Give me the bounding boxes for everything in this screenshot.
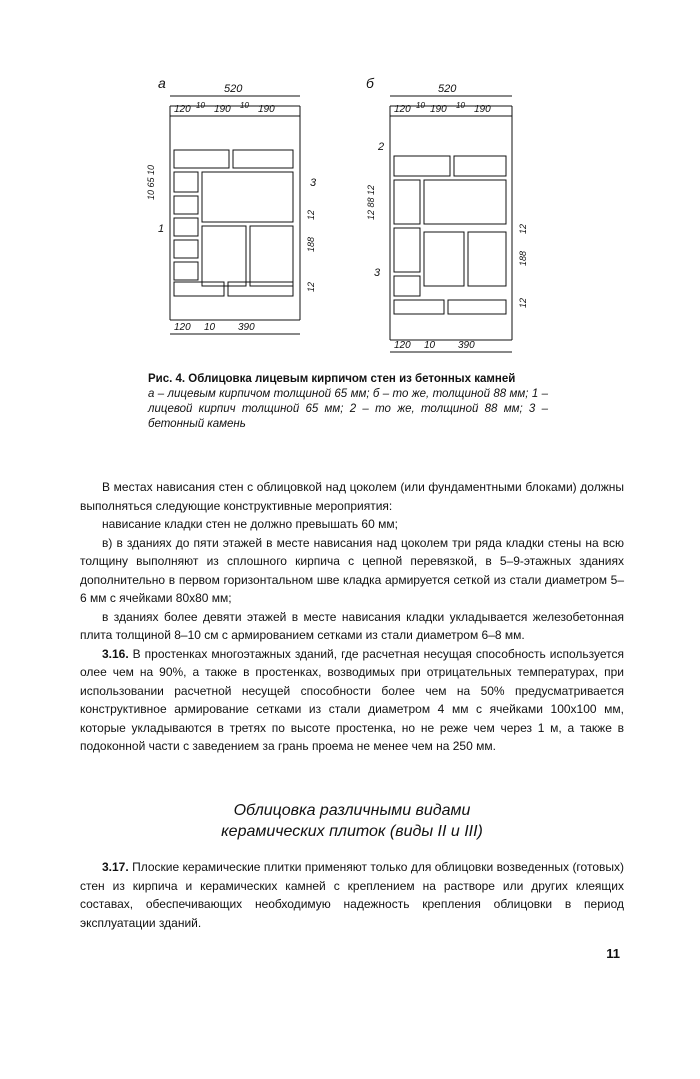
paragraph <box>80 858 624 932</box>
clause-text: Плоские керамические плитки применяют только для облицовки возведенных (готовых) стен из кирпича и керамических камней с креплением на растворе или других клеящих составах, обеспечивающих необходимую надежность крепления облицовки в период эксплуатации зданий. <box>80 860 624 930</box>
panel-a-top-dim-5: 190 <box>258 104 275 115</box>
section-heading-line: Облицовка различными видами <box>233 802 471 819</box>
panel-b-bottom-dim-2: 10 <box>424 340 436 351</box>
clause-number: 3.17. <box>102 860 129 874</box>
paragraph: В местах нависания стен с облицовкой над цоколем (или фундаментными блоками) должны выполняться следующие конструктивные мероприятия: <box>80 480 624 513</box>
panel-b-bottom-dim-1: 120 <box>394 340 411 351</box>
panel-a-top-dim-3: 190 <box>214 104 231 115</box>
panel-a-callout-1: 1 <box>158 223 165 235</box>
wall-cladding-drawing <box>140 70 560 360</box>
section-heading <box>80 800 624 842</box>
page-number: 11 <box>606 946 620 961</box>
panel-a-right-dim-2: 188 <box>306 236 316 252</box>
panel-b-bottom-dim-3: 390 <box>458 340 475 351</box>
clause-text: В простенках многоэтажных зданий, где расчетная несущая способность используется олее чем на 90%, а также в простенках, возводимых при отрицательных температурах, при использовании расчетной несущей способности более чем на 50% предусматривается конструктивное армирование сетками из стали диаметром 4 мм с ячейками 100х100 мм, которые укладываются в третях по высоте простенка, но не реже чем через 1 м, а также в подоконной части с заведением за грань проема не менее чем на 250 мм. <box>80 646 624 753</box>
panel-a-right-dim-3: 12 <box>306 281 316 292</box>
caption-title: Рис. 4. Облицовка лицевым кирпичом стен из бетонных камней <box>148 373 516 385</box>
panel-b-top-dim-4: 10 <box>456 101 465 110</box>
panel-b-top-dim-1: 120 <box>394 104 411 115</box>
section-text <box>80 858 624 932</box>
panel-b-left-dims: 12 88 12 <box>366 184 376 220</box>
paragraph: в зданиях более девяти этажей в месте нависания кладки укладывается железобетонная плита толщиной 8–10 см с армированием сетками из стали диаметром 6–8 мм. <box>80 609 624 642</box>
panel-a-callout-3: 3 <box>310 177 317 189</box>
panel-b-callout-3: 3 <box>374 267 381 279</box>
figure-caption <box>148 372 548 432</box>
panel-a-right-dim-1: 12 <box>306 209 316 220</box>
panel-a-top-dim-4: 10 <box>240 101 249 110</box>
panel-b-right-dim-2: 188 <box>518 250 528 266</box>
panel-b-top-dim-5: 190 <box>474 104 491 115</box>
paragraph: в) в зданиях до пяти этажей в месте нависания над цоколем три ряда кладки стены на всю толщину выполняют из сплошного кирпича с цепной перевязкой, в 5–9-этажных зданиях дополнительно в первом горизонтальном шве кладка армируется сеткой из стали диаметром 5–6 мм с ячейками 80х80 мм; <box>80 535 624 605</box>
panel-b-top-dim-3: 190 <box>430 104 447 115</box>
panel-a-left-dims: 10 65 10 <box>146 164 156 200</box>
panel-b-drawing <box>390 96 512 352</box>
main-text <box>80 478 624 756</box>
panel-a-top-dim-1: 120 <box>174 104 191 115</box>
panel-a-width: 520 <box>224 83 243 95</box>
panel-a-bottom-dim-2: 10 <box>204 322 216 333</box>
panel-b-letter: б <box>366 75 374 91</box>
paragraph <box>80 645 624 756</box>
panel-a-bottom-dim-3: 390 <box>238 322 255 333</box>
caption-legend: а – лицевым кирпичом толщиной 65 мм; б – то же, толщиной 88 мм; 1 – лицевой кирпич толщиной 65 мм; 2 – то же, толщиной 88 мм; 3 – бетонный камень <box>148 388 548 430</box>
panel-b-top-dim-2: 10 <box>416 101 425 110</box>
figure-4 <box>140 70 560 360</box>
panel-a-bottom-dim-1: 120 <box>174 322 191 333</box>
panel-b-right-dim-1: 12 <box>518 223 528 234</box>
paragraph: нависание кладки стен не должно превышать 60 мм; <box>102 517 398 531</box>
section-heading-line: керамических плиток (виды II и III) <box>221 823 483 840</box>
panel-a-top-dim-2: 10 <box>196 101 205 110</box>
clause-number: 3.16. <box>102 646 129 661</box>
panel-b-width: 520 <box>438 83 457 95</box>
panel-b-right-dim-3: 12 <box>518 297 528 308</box>
panel-a-letter: a <box>158 75 166 91</box>
panel-b-callout-2: 2 <box>378 141 385 153</box>
panel-a-drawing <box>170 96 300 334</box>
